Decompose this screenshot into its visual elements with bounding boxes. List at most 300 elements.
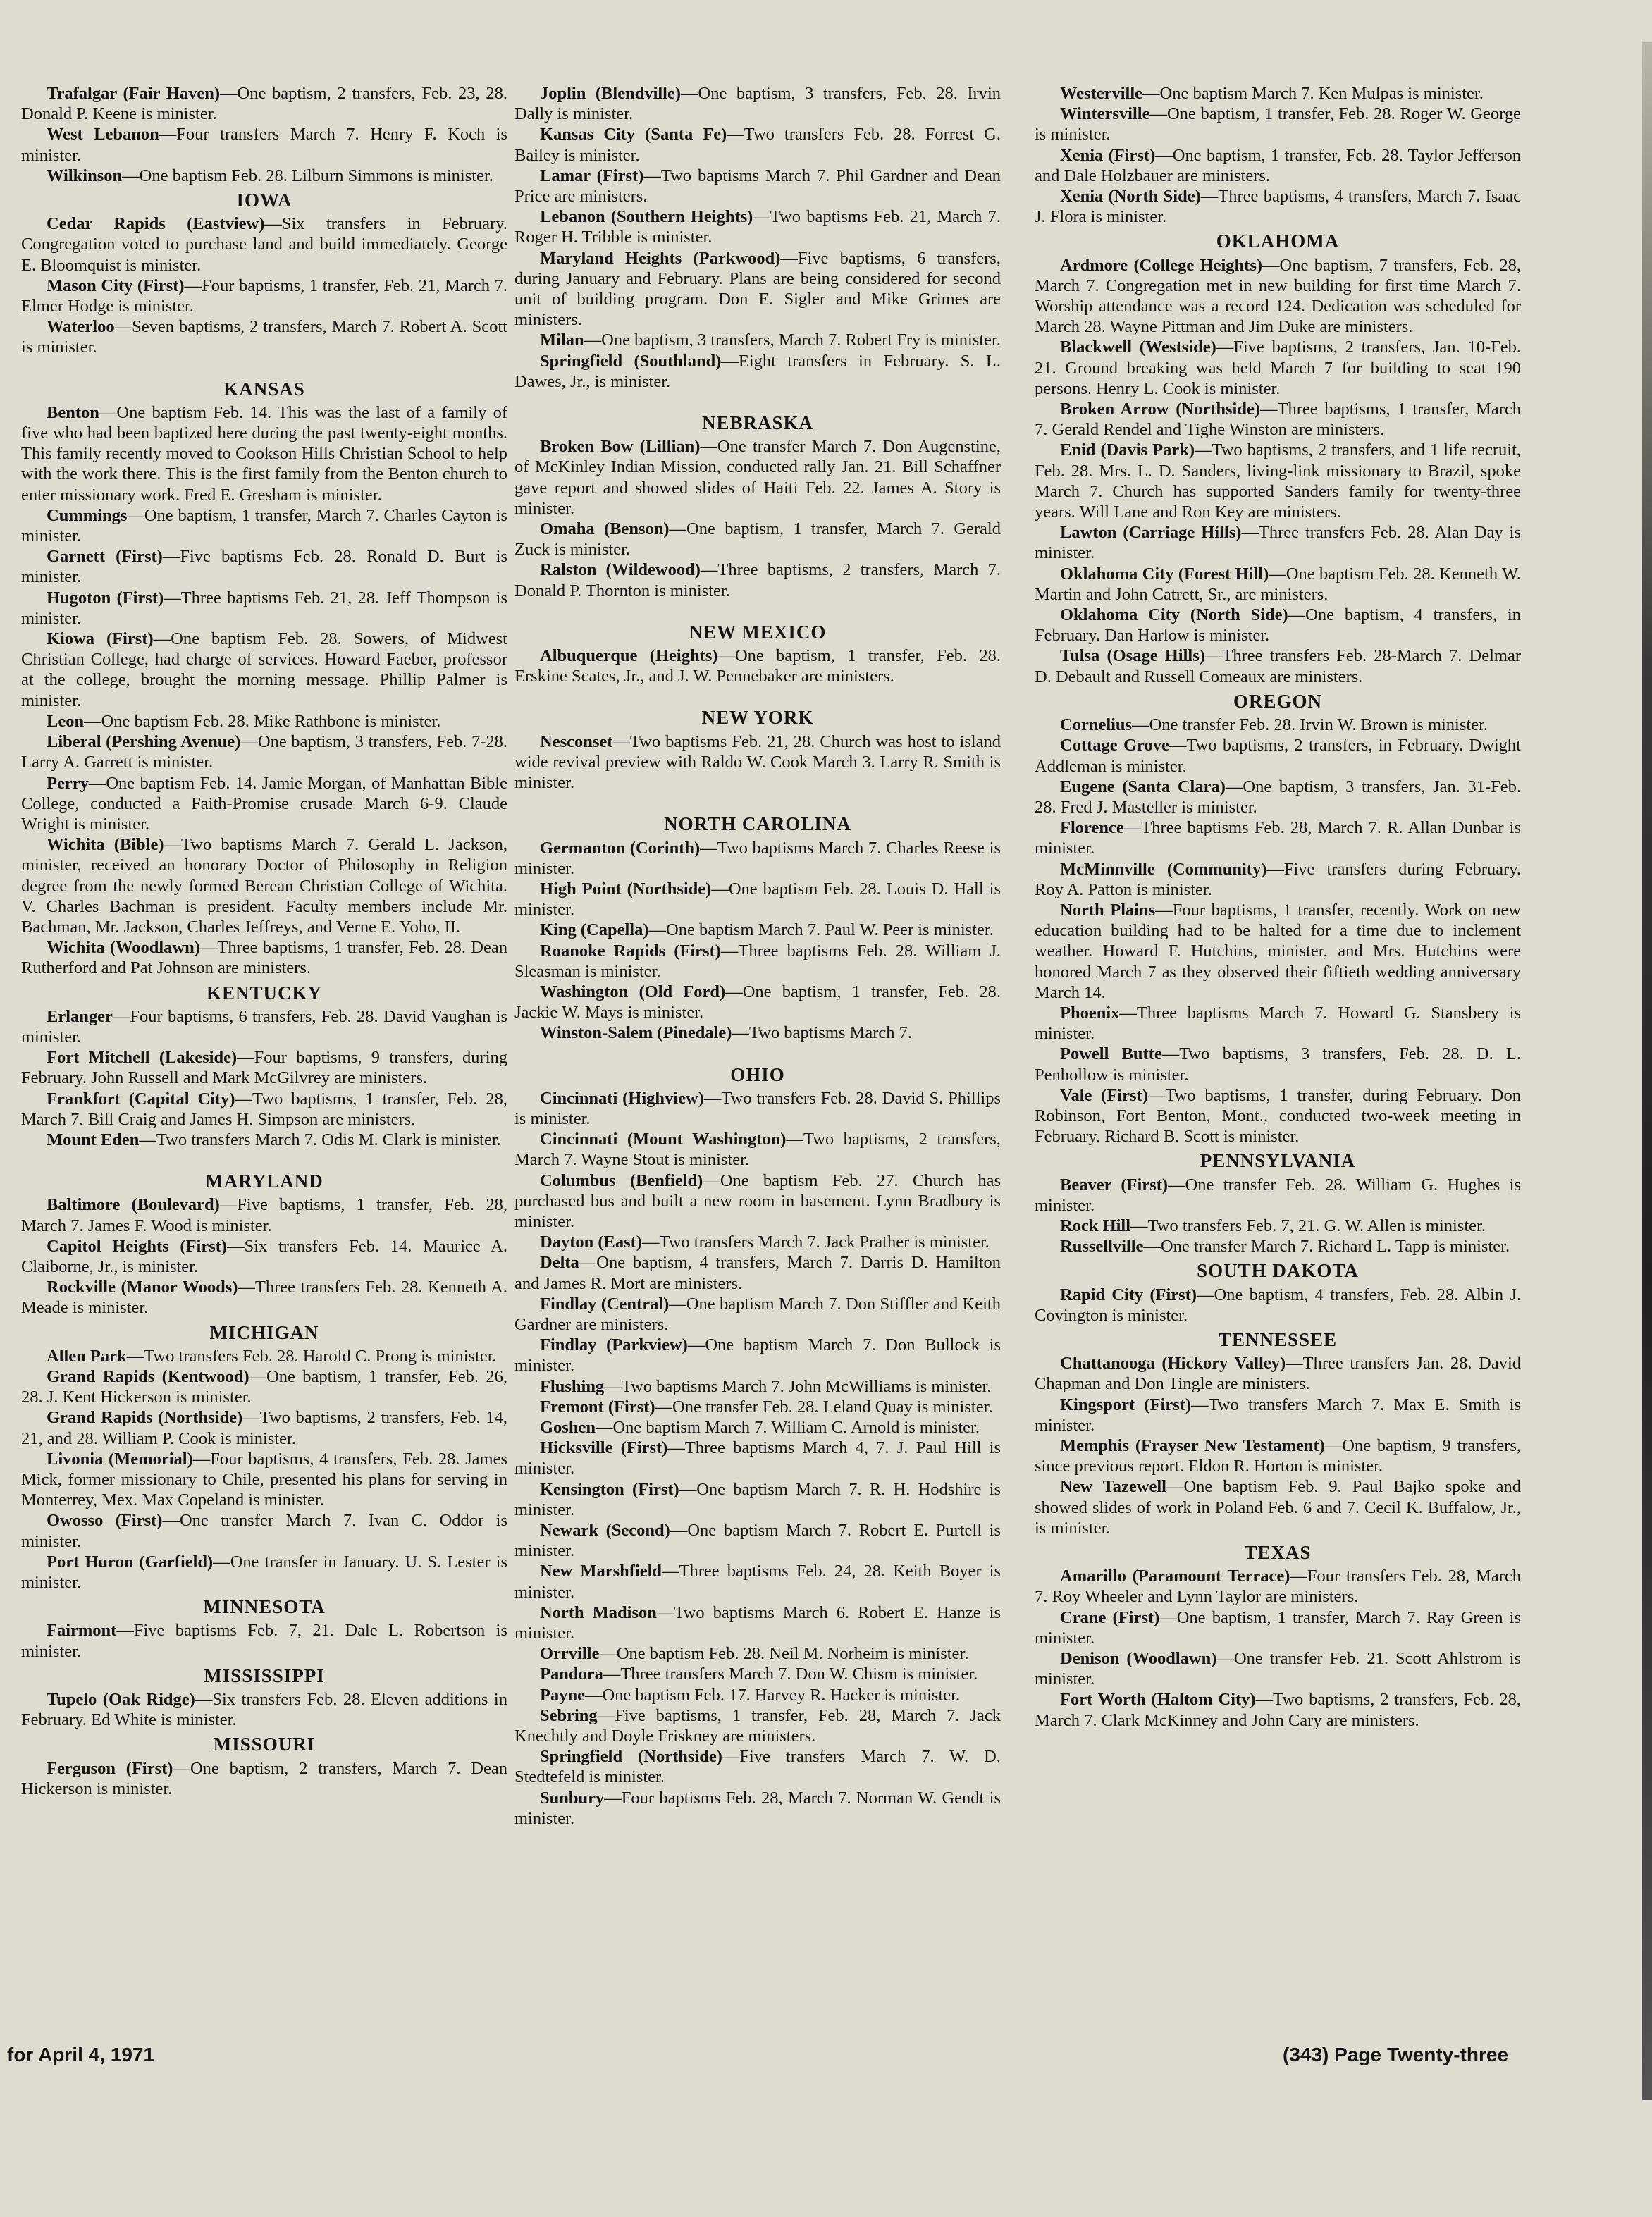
church-name: North Plains [1060,900,1156,920]
church-report-entry [1035,817,1521,858]
report-text: —Three baptisms, 1 transfer, Feb. 28. Dean Rutherford and Pat Johnson are ministers. [21,938,507,978]
church-report-entry [514,83,1001,124]
church-name: Delta [540,1253,579,1273]
church-report-entry [514,646,1001,686]
church-report-entry [1035,1175,1521,1216]
church-report-entry [514,330,1001,350]
church-report-entry [21,1130,507,1150]
report-text: —Three baptisms Feb. 28. William J. Sleasman is minister. [514,941,1001,981]
report-text: —Three baptisms, 4 transfers, March 7. Isaac J. Flora is minister. [1035,187,1521,227]
church-report-entry [1035,1085,1521,1147]
church-name: Pandora [540,1665,603,1684]
state-heading: OKLAHOMA [1216,230,1340,252]
church-report-entry [21,731,507,772]
report-text: —Five transfers March 7. W. D. Stedtefeld is minister. [514,1747,1001,1787]
church-name: Findlay (Parkview) [540,1335,688,1355]
report-text: —Two baptisms, 2 transfers, and 1 life recruit, Feb. 28. Mrs. L. D. Sanders, living-link missionary to Brazil, spoke March 7. Church has supported Sanders family for twenty-three years. Will Lane and Ron Key are ministers. [1035,440,1521,522]
church-report-entry [21,1089,507,1130]
church-name: Baltimore (Boulevard) [47,1195,220,1215]
church-report-entry [1035,1435,1521,1476]
church-report-entry [1035,735,1521,776]
church-report-entry [1035,715,1521,735]
church-report-entry [514,1746,1001,1787]
church-name: Cummings [47,505,128,525]
church-name: Mount Eden [47,1130,140,1149]
church-report-entry [21,834,507,937]
church-report-entry [514,248,1001,331]
report-text: —Three transfers Feb. 28. Kenneth A. Meade is minister. [21,1278,507,1318]
report-text: —Three baptisms March 7. Howard G. Stansbery is minister. [1035,1003,1521,1044]
report-text: —Two transfers March 7. Odis M. Clark is minister. [139,1130,501,1149]
report-text: —One baptism March 7. Paul W. Peer is minister. [648,920,994,940]
report-text: —One transfer Feb. 21. Scott Ahlstrom is minister. [1035,1649,1521,1689]
church-report-entry [21,166,507,186]
church-name: Fort Mitchell (Lakeside) [47,1048,238,1068]
report-text: —One baptism, 3 transfers, March 7. Robert Fry is minister. [584,331,1001,350]
church-report-entry [1035,104,1521,144]
church-report-entry [1035,646,1521,686]
church-report-entry [1035,1648,1521,1689]
church-report-entry [21,124,507,165]
report-text: —Eight transfers in February. S. L. Dawes, Jr., is minister. [514,351,1001,391]
church-name: Kensington (First) [540,1479,679,1499]
state-heading: MISSOURI [213,1734,316,1755]
report-text: —Five baptisms, 2 transfers, Jan. 10-Feb. 21. Ground breaking was held March 7 for building to seat 190 persons. Henry L. Cook is minister. [1035,338,1521,398]
report-text: —Five transfers during February. Roy A. Patton is minister. [1035,859,1521,899]
report-text: —Six transfers in February. Congregation voted to purchase land and build immediately. George E. Bloomquist is minister. [21,214,507,275]
church-report-entry [21,1689,507,1730]
church-report-entry [1035,1003,1521,1044]
report-text: —Two baptisms Feb. 21, 28. Church was host to island wide revival preview with Raldo W. Cook March 3. Larry R. Smith is minister. [514,731,1001,793]
report-text: —One baptism, 1 transfer, March 7. Ray Green is minister. [1035,1607,1521,1648]
report-text: —Five baptisms Feb. 7, 21. Dale L. Robertson is minister. [21,1621,507,1661]
report-text: —One baptism March 7. R. H. Hodshire is minister. [514,1479,1001,1519]
church-name: Amarillo (Paramount Terrace) [1060,1567,1290,1586]
church-name: Xenia (First) [1060,145,1156,165]
church-report-entry [21,402,507,505]
church-name: Cincinnati (Highview) [540,1088,704,1108]
church-report-entry [1035,1285,1521,1326]
report-text: —One baptism, 4 transfers, Feb. 28. Albin J. Covington is minister. [1035,1285,1521,1325]
church-report-entry [514,1705,1001,1746]
report-text: —One transfer March 7. Richard L. Tapp is minister. [1143,1237,1510,1256]
church-report-entry [21,773,507,835]
report-text: —Two baptisms, 1 transfer, during February. Don Robinson, Fort Benton, Mont., conducted two-week meeting in February. Richard B. Scott is minister. [1035,1085,1521,1147]
church-name: Sunbury [540,1788,605,1808]
church-name: Cedar Rapids (Eastview) [47,214,265,234]
report-text: —Two transfers Feb. 7, 21. G. W. Allen is minister. [1130,1216,1486,1235]
church-name: Milan [540,331,584,350]
report-text: —One transfer March 7. Ivan C. Oddor is minister. [21,1511,507,1551]
church-name: Westerville [1060,84,1143,103]
state-heading: OHIO [730,1063,785,1085]
church-report-entry [21,937,507,978]
church-name: Rapid City (First) [1060,1285,1197,1304]
church-name: Roanoke Rapids (First) [540,941,721,961]
church-name: Capitol Heights (First) [47,1236,228,1256]
report-text: —Five baptisms, 6 transfers, during January and February. Plans are being considered for second unit of building program. Don E. Sigler and Mike Grimes are ministers. [514,248,1001,330]
church-name: Rock Hill [1060,1216,1131,1235]
church-name: Fairmont [47,1621,117,1641]
church-report-entry [1035,859,1521,900]
report-text: —Two baptisms March 7. Charles Reese is minister. [514,838,1001,878]
church-report-entry [21,711,507,731]
church-report-entry [514,1685,1001,1705]
report-text: —Three baptisms, 2 transfers, March 7. Donald P. Thornton is minister. [514,560,1001,600]
church-report-entry [21,83,507,124]
church-name: Russellville [1060,1237,1144,1256]
report-text: —Two baptisms, 3 transfers, Feb. 28. D. L. Penhollow is minister. [1035,1044,1521,1085]
church-name: Columbus (Benfield) [540,1171,703,1190]
report-text: —One baptism Feb. 27. Church has purchased bus and built a new room in basement. Lynn Bradbury is minister. [514,1171,1001,1231]
church-report-entry [1035,255,1521,338]
church-name: West Lebanon [47,125,159,144]
report-text: —Three baptisms March 4, 7. J. Paul Hill is minister. [514,1438,1001,1478]
church-report-entry [514,1232,1001,1252]
church-name: Lebanon (Southern Heights) [540,207,753,227]
report-text: —One baptism, 2 transfers, Feb. 23, 28. Donald P. Keene is minister. [21,84,507,124]
church-name: Liberal (Pershing Avenue) [47,732,241,752]
report-text: —Six transfers Feb. 14. Maurice A. Claiborne, Jr., is minister. [21,1236,507,1276]
report-text: —Three baptisms Feb. 24, 28. Keith Boyer is minister. [514,1562,1001,1602]
church-report-entry [21,505,507,546]
report-text: —Three transfers Feb. 28. Alan Day is minister. [1035,523,1521,563]
report-text: —One baptism, 3 transfers, Feb. 28. Irvin Dally is minister. [514,84,1001,124]
church-name: Port Huron (Garfield) [47,1552,214,1571]
report-text: —Two transfers Feb. 28. Harold C. Prong is minister. [126,1346,497,1366]
state-heading: NEW YORK [701,707,814,729]
report-text: —Two baptisms, 2 transfers, Feb. 14, 21, and 28. William P. Cook is minister. [21,1408,507,1448]
page-number: (343) Page Twenty-three [1283,2044,1509,2065]
church-name: Frankfort (Capital City) [47,1089,235,1108]
report-text: —One transfer March 7. Don Augenstine, of McKinley Indian Mission, conducted rally Jan. 21. Bill Schaffner gave report and showed slides of Haiti Feb. 22. James A. Story is minister. [514,437,1001,518]
church-name: Crane (First) [1060,1607,1160,1627]
report-text: —Two baptisms March 7. Gerald L. Jackson, minister, received an honorary Doctor of Philosophy in Religion degree from the newly formed Berean Christian College of Wichita. V. Charles Bachman is president. Faculty members include Mr. Bachman, Mr. Jackson, Charles Jeffreys, and Verne E. Yoho, II. [21,835,507,937]
church-name: Xenia (North Side) [1060,187,1201,206]
report-text: —One baptism Feb. 28. Louis D. Hall is minister. [514,879,1001,920]
church-report-entry [1035,1216,1521,1236]
church-report-entry [1035,1395,1521,1435]
state-heading: MARYLAND [205,1171,323,1192]
church-report-entry [1035,900,1521,1003]
church-name: Leon [47,711,85,731]
report-text: —Five baptisms, 1 transfer, Feb. 28, March 7. James F. Wood is minister. [21,1195,508,1235]
report-text: —One baptism Feb. 28. Neil M. Norheim is minister. [599,1644,969,1664]
report-text: —One transfer Feb. 28. Leland Quay is minister. [655,1397,993,1416]
report-text: —Four baptisms, 1 transfer, Feb. 21, March 7. Elmer Hodge is minister. [21,276,507,316]
report-text: —Six transfers Feb. 28. Eleven additions in February. Ed White is minister. [21,1690,507,1730]
church-report-entry [514,351,1001,392]
church-report-entry [514,941,1001,982]
church-name: Payne [540,1685,585,1705]
church-name: Kansas City (Santa Fe) [540,125,727,144]
church-name: Springfield (Northside) [540,1747,722,1767]
report-text: —Two baptisms Feb. 21, March 7. Roger H. Tribble is minister. [514,207,1001,247]
report-text: —One baptism, 1 transfer, Feb. 28. Jackie W. Mays is minister. [514,982,1001,1023]
church-report-entry [514,1294,1001,1335]
church-report-entry [514,1788,1001,1829]
state-heading: SOUTH DAKOTA [1197,1260,1359,1282]
church-name: Fort Worth (Haltom City) [1060,1690,1256,1710]
report-text: —One baptism, 1 transfer, Feb. 26, 28. J. Kent Hickerson is minister. [21,1366,508,1407]
church-report-entry [1035,186,1521,227]
church-report-entry [1035,1476,1521,1538]
report-text: —One baptism, 4 transfers, in February. Dan Harlow is minister. [1035,605,1521,646]
church-report-entry [514,1520,1001,1561]
issue-date: for April 4, 1971 [7,2044,155,2065]
church-report-entry [1035,777,1521,817]
church-report-entry [1035,1607,1521,1648]
report-text: —Two baptisms, 2 transfers, March 7. Wayne Stout is minister. [514,1130,1001,1170]
church-report-entry [1035,83,1521,104]
church-report-entry [514,879,1001,920]
report-text: —One baptism, 4 transfers, March 7. Darris D. Hamilton and James R. Mort are ministers. [514,1253,1001,1293]
report-text: —One transfer Feb. 28. Irvin W. Brown is minister. [1132,715,1488,735]
church-report-entry [514,1171,1001,1233]
church-name: Kiowa (First) [47,629,154,649]
report-text: —Three baptisms Feb. 21, 28. Jeff Thompson is minister. [21,588,508,628]
church-report-entry [21,1194,507,1235]
report-text: —One baptism, 9 transfers, since previous report. Eldon R. Horton is minister. [1035,1436,1522,1476]
report-text: —Two baptisms, 1 transfer, Feb. 28, March 7. Bill Craig and James H. Simpson are ministers. [21,1089,507,1129]
state-heading: MICHIGAN [209,1321,319,1343]
church-name: Lamar (First) [540,166,644,185]
church-report-entry [514,838,1001,879]
report-text: —Four transfers Feb. 28, March 7. Roy Wheeler and Lynn Taylor are ministers. [1035,1567,1521,1607]
report-text: —Two baptisms, 2 transfers, Feb. 28, March 7. Clark McKinney and John Cary are ministers. [1035,1690,1521,1730]
church-report-entry [514,920,1001,940]
church-name: Owosso (First) [47,1511,163,1531]
report-text: —Two transfers March 7. Max E. Smith is minister. [1035,1395,1521,1435]
state-heading: KANSAS [223,378,305,400]
church-report-entry [1035,1689,1521,1730]
state-heading: MISSISSIPPI [204,1665,325,1686]
report-text: —One transfer Feb. 28. William G. Hughes is minister. [1035,1175,1521,1215]
column-1 [21,83,507,1799]
report-text: —Five baptisms, 1 transfer, Feb. 28, March 7. Jack Knechtly and Doyle Friskney are ministers. [514,1705,1001,1746]
church-report-entry [1035,337,1521,399]
church-name: Rockville (Manor Woods) [47,1278,238,1297]
report-text: —One transfer in January. U. S. Lester is minister. [21,1552,507,1593]
church-report-entry [514,1023,1001,1043]
church-name: Cincinnati (Mount Washington) [540,1130,787,1149]
church-name: Ferguson (First) [47,1758,173,1778]
church-name: Wichita (Bible) [47,835,164,855]
church-name: Hugoton (First) [47,588,164,607]
report-text: —Seven baptisms, 2 transfers, March 7. Robert A. Scott is minister. [21,317,507,357]
church-name: Goshen [540,1417,596,1437]
state-heading: MINNESOTA [203,1596,326,1618]
church-report-entry [514,124,1001,165]
church-name: Powell Butte [1060,1044,1162,1064]
church-name: Orrville [540,1644,600,1664]
report-text: —One baptism, 1 transfer, March 7. Charles Cayton is minister. [21,505,507,546]
report-text: —Three transfers March 7. Don W. Chism is minister. [603,1665,978,1684]
church-name: Beaver (First) [1060,1175,1169,1194]
report-text: —Two transfers Feb. 28. David S. Phillips is minister. [514,1088,1001,1128]
report-text: —One baptism, 3 transfers, Feb. 7-28. Larry A. Garrett is minister. [21,732,507,772]
church-report-entry [514,519,1001,560]
church-report-entry [514,1397,1001,1417]
church-name: Grand Rapids (Northside) [47,1408,243,1428]
report-text: —Two baptisms March 6. Robert E. Hanze is minister. [514,1602,1001,1643]
church-report-entry [1035,399,1521,440]
report-text: —Four baptisms, 6 transfers, Feb. 28. David Vaughan is minister. [21,1006,507,1046]
church-name: Albuquerque (Heights) [540,646,718,666]
church-name: Enid (Davis Park) [1060,440,1195,460]
state-heading: TENNESSEE [1218,1328,1338,1350]
church-name: Kingsport (First) [1060,1395,1192,1414]
church-name: New Tazewell [1060,1477,1166,1497]
church-report-entry [21,316,507,357]
report-text: —Five baptisms Feb. 28. Ronald D. Burt is minister. [21,547,507,587]
state-heading: IOWA [236,190,292,211]
church-name: Trafalgar (Fair Haven) [47,84,220,103]
church-report-entry [1035,1353,1521,1394]
report-text: —Four transfers March 7. Henry F. Koch is minister. [21,125,508,165]
report-text: —One baptism, 7 transfers, Feb. 28, March 7. Congregation met in new building for first time March 7. Worship attendance was a record 124. Dedication was scheduled for March 28. Wayne Pittman and Jim Duke are ministers. [1035,255,1521,337]
church-name: Omaha (Benson) [540,519,670,539]
church-name: Wilkinson [47,166,123,185]
church-name: North Madison [540,1602,657,1622]
report-text: —One baptism Feb. 17. Harvey R. Hacker is minister. [584,1685,961,1705]
church-report-entry [514,1643,1001,1664]
church-report-entry [514,1417,1001,1438]
church-name: Tulsa (Osage Hills) [1060,646,1205,666]
church-name: Benton [47,402,99,422]
church-name: Tupelo (Oak Ridge) [47,1690,195,1710]
state-heading: NEW MEXICO [689,621,827,643]
church-name: McMinnville (Community) [1060,859,1267,879]
report-text: —Two baptisms March 7. [732,1023,912,1043]
church-name: Fremont (First) [540,1397,655,1416]
church-report-entry [1035,1044,1521,1085]
report-text: —Two baptisms March 7. Phil Gardner and Dean Price are ministers. [514,166,1001,206]
report-text: —One baptism, 3 transfers, Jan. 31-Feb. 28. Fred J. Masteller is minister. [1035,777,1521,817]
church-name: Findlay (Central) [540,1294,670,1314]
church-name: Chattanooga (Hickory Valley) [1060,1354,1286,1373]
church-name: Wichita (Woodlawn) [47,938,200,958]
report-text: —Two baptisms March 7. John McWilliams is minister. [604,1376,992,1396]
church-report-entry [21,588,507,629]
state-heading: TEXAS [1244,1542,1312,1564]
church-name: Cornelius [1060,715,1133,735]
church-report-entry [514,436,1001,519]
church-name: Grand Rapids (Kentwood) [47,1366,249,1386]
state-heading: NORTH CAROLINA [664,813,851,835]
church-report-entry [21,1236,507,1277]
report-text: —One baptism, 2 transfers, March 7. Dean Hickerson is minister. [21,1758,507,1798]
state-heading: PENNSYLVANIA [1200,1150,1356,1172]
church-name: Flushing [540,1376,605,1396]
church-name: Germanton (Corinth) [540,838,701,858]
report-text: —Three baptisms Feb. 28, March 7. R. Allan Dunbar is minister. [1035,818,1521,858]
report-text: —Three baptisms, 1 transfer, March 7. Gerald Rendel and Tighe Winston are ministers. [1035,400,1522,440]
report-text: —Two transfers Feb. 28. Forrest G. Bailey is minister. [514,125,1001,165]
church-name: Broken Arrow (Northside) [1060,400,1260,419]
church-report-entry [514,1376,1001,1397]
church-report-entry [1035,1236,1521,1256]
church-report-entry [21,1047,507,1088]
report-text: —One baptism March 7. Ken Mulpas is minister. [1142,84,1484,103]
church-name: Livonia (Memorial) [47,1449,193,1469]
church-name: Eugene (Santa Clara) [1060,777,1226,796]
church-report-entry [514,206,1001,247]
church-name: Hicksville (First) [540,1438,668,1458]
report-text: —One baptism Feb. 9. Paul Bajko spoke and showed slides of work in Poland Feb. 6 and 7. Cecil K. Buffalow, Jr., is minister. [1035,1477,1521,1538]
church-report-entry [1035,564,1521,605]
church-report-entry [1035,605,1521,646]
church-report-entry [21,1449,507,1511]
church-name: Allen Park [47,1346,127,1366]
church-report-entry [21,1407,507,1448]
church-name: King (Capella) [540,920,649,940]
church-name: Denison (Woodlawn) [1060,1649,1217,1669]
report-text: —Two transfers March 7. Jack Prather is minister. [641,1233,990,1252]
church-report-entry [1035,440,1521,522]
church-name: Oklahoma City (Forest Hill) [1060,564,1269,583]
church-name: Memphis (Frayser New Testament) [1060,1436,1325,1455]
church-name: New Marshfield [540,1562,662,1581]
report-text: —Three transfers Jan. 28. David Chapman and Don Tingle are ministers. [1035,1354,1521,1394]
state-heading: NEBRASKA [701,412,814,434]
church-report-entry [1035,1566,1521,1607]
church-report-entry [21,1620,507,1661]
church-name: Mason City (First) [47,276,185,295]
church-report-entry [514,560,1001,600]
church-name: Erlanger [47,1006,113,1026]
church-report-entry [514,1602,1001,1643]
church-name: Ralston (Wildewood) [540,560,701,580]
church-report-entry [514,982,1001,1023]
church-name: Cottage Grove [1060,736,1169,755]
report-text: —One baptism, 1 transfer, Feb. 28. Taylor Jefferson and Dale Holzbauer are ministers. [1035,145,1521,185]
church-report-entry [21,629,507,711]
church-report-entry [21,1552,507,1593]
church-report-entry [21,1277,507,1318]
church-name: Wintersville [1060,104,1150,124]
church-report-entry [21,214,507,276]
church-name: Garnett (First) [47,547,163,567]
church-name: Perry [47,773,89,793]
church-report-entry [1035,522,1521,563]
church-report-entry [514,1479,1001,1520]
church-name: Lawton (Carriage Hills) [1060,523,1242,543]
column-3 [1035,83,1521,1731]
church-name: Nesconset [540,731,613,751]
report-text: —One baptism Feb. 14. Jamie Morgan, of Manhattan Bible College, conducted a Faith-Promise crusade March 6-9. Claude Wright is minister. [21,773,507,834]
church-report-entry [514,731,1001,793]
church-report-entry [514,166,1001,206]
church-name: Winston-Salem (Pinedale) [540,1023,732,1043]
church-name: Phoenix [1060,1003,1120,1023]
report-text: —One baptism, 1 transfer, March 7. Gerald Zuck is minister. [514,519,1001,560]
church-name: Oklahoma City (North Side) [1060,605,1288,625]
church-report-entry [514,1335,1001,1376]
report-text: —One baptism March 7. Don Stiffler and Keith Gardner are ministers. [514,1294,1001,1334]
report-text: —One baptism, 1 transfer, Feb. 28. Roger W. George is minister. [1035,104,1521,144]
church-report-entry [21,1510,507,1551]
church-name: Waterloo [47,317,115,337]
church-report-entry [514,1438,1001,1478]
church-report-entry [514,1664,1001,1684]
scan-edge-shadow [1642,42,1652,2100]
report-text: —One baptism Feb. 28. Sowers, of Midwest Christian College, had charge of services. Howard Faeber, professor at the college, brought the morning message. Phillip Palmer is minister. [21,629,507,710]
report-text: —Four baptisms Feb. 28, March 7. Norman W. Gendt is minister. [514,1788,1001,1828]
column-2 [514,83,1001,1829]
report-text: —Four baptisms, 9 transfers, during February. John Russell and Mark McGilvrey are ministers. [21,1048,508,1088]
church-report-entry [21,1366,507,1407]
